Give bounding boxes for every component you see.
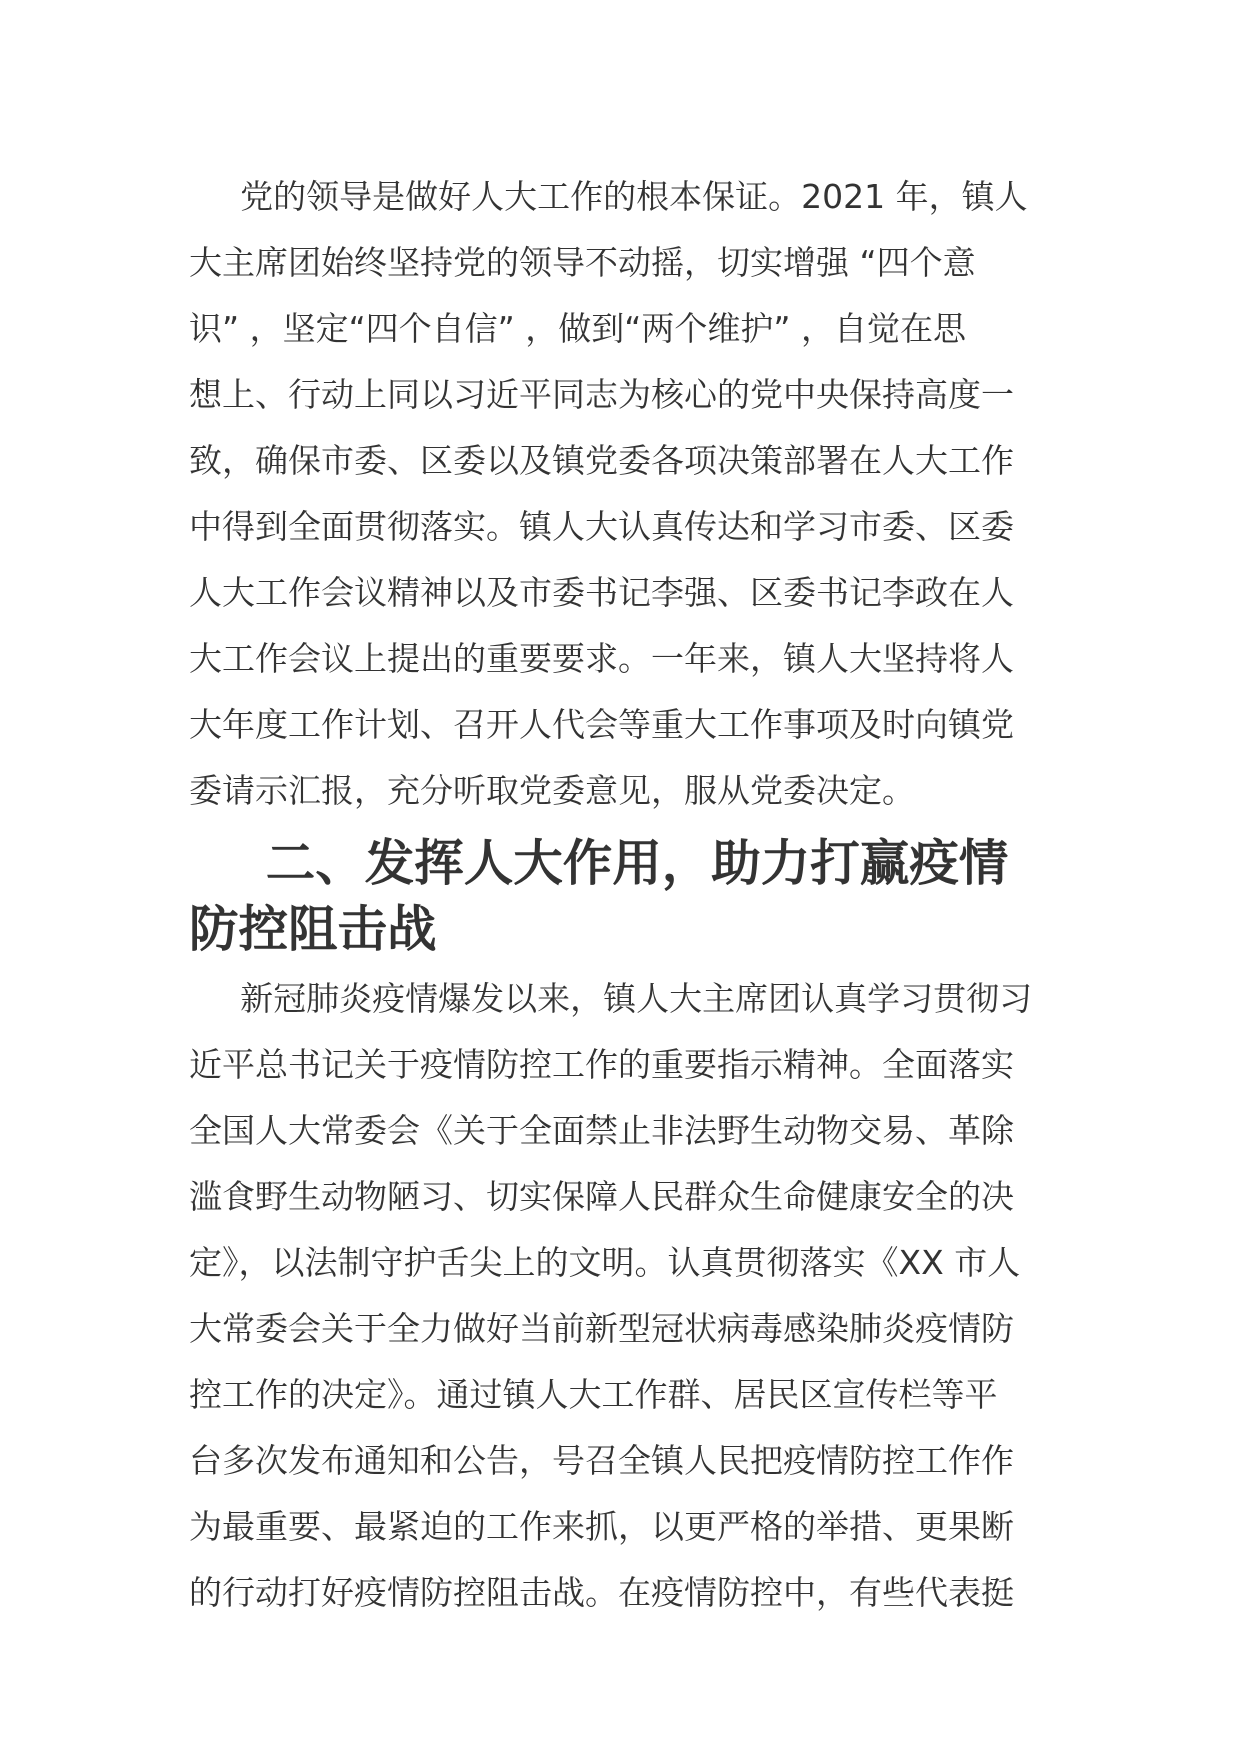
text-line: 定》，以法制守护舌尖上的文明。认真贯彻落实《XX 市人 bbox=[189, 1243, 1021, 1282]
text-line: 控工作的决定》。通过镇人大工作群、居民区宣传栏等平 bbox=[189, 1375, 998, 1414]
paragraph-party-leadership bbox=[189, 164, 1054, 824]
text-line: 大常委会关于全力做好当前新型冠状病毒感染肺炎疫情防 bbox=[189, 1309, 1014, 1348]
text-line: 新冠肺炎疫情爆发以来，镇人大主席团认真学习贯彻习 bbox=[240, 979, 1033, 1018]
text-line: 人大工作会议精神以及市委书记李强、区委书记李政在人 bbox=[189, 573, 1014, 612]
text-line: 为最重要、最紧迫的工作来抓，以更严格的举措、更果断 bbox=[189, 1507, 1014, 1546]
document-body bbox=[189, 164, 1054, 1626]
text-line: 大工作会议上提出的重要要求。一年来，镇人大坚持将人 bbox=[189, 639, 1014, 678]
text-line: 近平总书记关于疫情防控工作的重要指示精神。全面落实 bbox=[189, 1045, 1014, 1084]
paragraph-epidemic-control bbox=[189, 966, 1054, 1626]
text-line: 委请示汇报，充分听取党委意见，服从党委决定。 bbox=[189, 771, 915, 810]
text-line: 全国人大常委会《关于全面禁止非法野生动物交易、革除 bbox=[189, 1111, 1014, 1150]
text-line: 党的领导是做好人大工作的根本保证。2021 年，镇人 bbox=[240, 177, 1028, 216]
text-line: 台多次发布通知和公告，号召全镇人民把疫情防控工作作 bbox=[189, 1441, 1014, 1480]
text-line: 识” ，坚定“四个自信” ，做到“两个维护” ，自觉在思 bbox=[189, 309, 966, 348]
text-line: 的行动打好疫情防控阻击战。在疫情防控中，有些代表挺 bbox=[189, 1573, 1014, 1612]
text-line: 致，确保市委、区委以及镇党委各项决策部署在人大工作 bbox=[189, 441, 1014, 480]
text-line: 中得到全面贯彻落实。镇人大认真传达和学习市委、区委 bbox=[189, 507, 1014, 546]
text-line: 大年度工作计划、召开人代会等重大工作事项及时向镇党 bbox=[189, 705, 1014, 744]
text-line: 大主席团始终坚持党的领导不动摇，切实增强 “四个意 bbox=[189, 243, 976, 282]
text-line: 滥食野生动物陋习、切实保障人民群众生命健康安全的决 bbox=[189, 1177, 1014, 1216]
text-line: 想上、行动上同以习近平同志为核心的党中央保持高度一 bbox=[189, 375, 1014, 414]
section-heading: 二、发挥人大作用，助力打赢疫情防控阻击战 bbox=[189, 834, 1009, 958]
